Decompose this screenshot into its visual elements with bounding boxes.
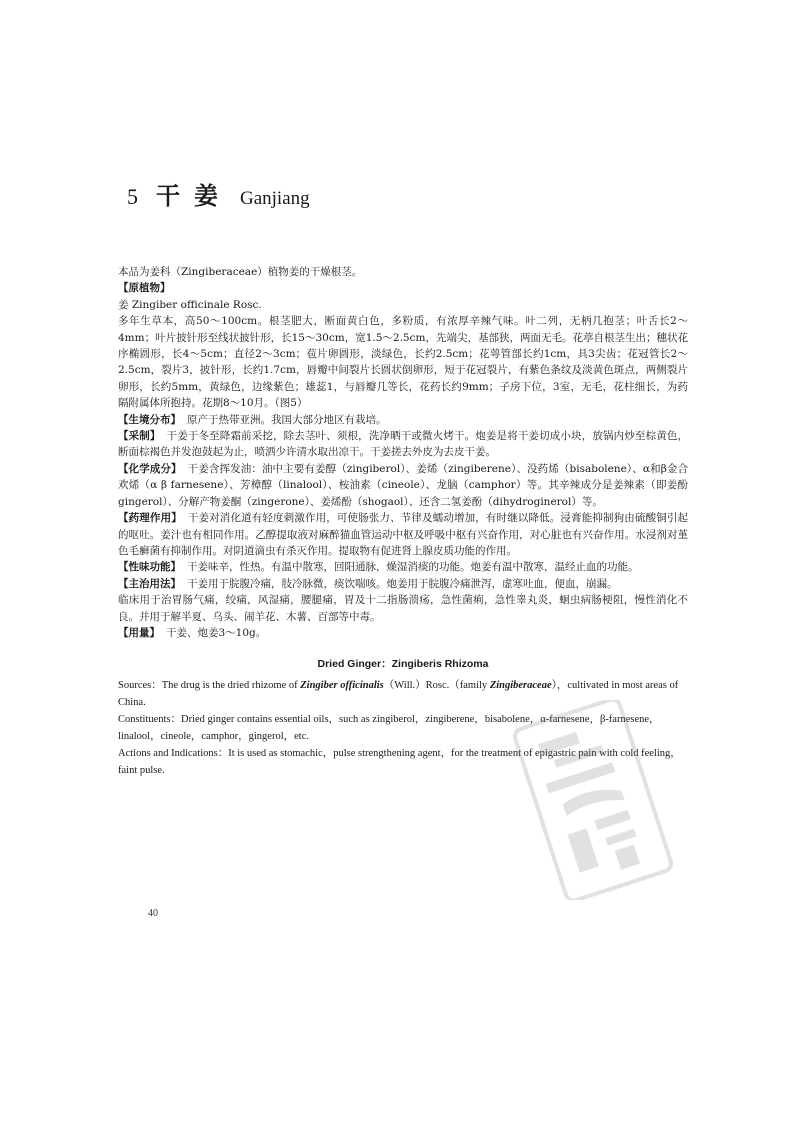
section-text: 干姜、炮姜3～10g。: [166, 626, 267, 639]
section-label: 【用量】: [118, 626, 160, 639]
section-distribution: [118, 412, 688, 428]
monograph-number: 5: [127, 184, 138, 209]
section-text: 干姜用于脘腹冷痛，肢冷脉微，痰饮喘咳。炮姜用于脘腹冷痛泄泻，虚寒吐血，便血，崩漏。: [187, 577, 618, 590]
monograph-heading: [127, 176, 310, 211]
section-label: 【生境分布】: [118, 413, 181, 426]
section-indications: [118, 576, 688, 592]
sources-text: Sources：The drug is the dried rhizome of: [118, 680, 301, 691]
section-chemistry: [118, 461, 688, 510]
species-name: 姜 Zingiber officinale Rosc.: [118, 298, 262, 311]
section-properties: [118, 559, 688, 575]
clinical-use-text: 临床用于治胃肠气痛，绞痛，风湿痛，腰腿痛，胃及十二指肠溃疡，急性菌痢，急性睾丸炎，蛔虫病肠梗阻，慢性消化不良。并用于解半夏、乌头、闹羊花、木薯、百部等中毒。: [118, 594, 688, 623]
chinese-body: [118, 264, 688, 641]
english-title: Dried Ginger：Zingiberis Rhizoma: [317, 658, 489, 670]
section-original-plant: [118, 280, 688, 296]
sources-text: （Will.）Rosc.（family: [383, 680, 490, 691]
species-latin: Zingiber officinalis: [300, 680, 384, 691]
plant-description: 多年生草本，高50～100cm。根茎肥大，断面黄白色，多粉质，有浓厚辛辣气味。叶二列，无柄几抱茎；叶舌长2～4mm；叶片披针形至线状披针形，长15～30cm，宽1.5～2.5cm，先端尖，基部狭，两面无毛。花葶自根茎生出；穗状花序椭圆形，长4～5cm；直径2～3cm；苞片卵圆形，淡绿色，长约2.5cm；花萼管部长约1cm，具3尖齿；花冠管长2～2.5cm，裂片3，披针形，长约1.7cm，唇瓣中间裂片长圆状倒卵形，短于花冠裂片，有紫色条纹及淡黄色斑点，两侧裂片卵形，长约5mm，黄绿色，边缘紫色；雄蕊1，与唇瓣几等长，花药长约9mm；子房下位，3室，无毛，花柱细长，为药隔附属体所抱持。花期8～10月。（图5）: [118, 315, 688, 410]
section-label: 【药理作用】: [118, 512, 182, 525]
page-number: 40: [148, 908, 158, 919]
section-text: 干姜含挥发油：油中主要有姜醇（zingiberol）、姜烯（zingiberene）、没药烯（bisabolene）、α和β金合欢烯（α β farnesene）、芳樟醇（linalool）、桉油素（cineole）、龙脑（camphor）等。其辛辣成分是姜辣素（即姜酚 gingerol）、分解产物姜酮（zingerone）、姜烯酚（shogaol）、还含二氢姜酚（dihydroginerol）等。: [118, 462, 688, 508]
family-latin: Zingiberaceae: [489, 680, 552, 691]
section-text: 干姜对消化道有轻度刺激作用，可使肠张力、节律及蠕动增加，有时继以降低。浸膏能抑制狗由硫酸铜引起的呕吐。姜汁也有相同作用。乙醇提取液对麻醉猫血管运动中枢及呼吸中枢有兴奋作用，对心脏也有兴奋作用。水浸剂对堇色毛癣菌有抑制作用。对阴道滴虫有杀灭作用。提取物有促进肾上腺皮质功能的作用。: [118, 512, 689, 557]
section-text: 干姜味辛，性热。有温中散寒，回阳通脉，燥湿消痰的功能。炮姜有温中散寒，温经止血的功能。: [187, 561, 639, 574]
section-text: 原产于热带亚洲。我国大部分地区有栽培。: [187, 413, 387, 426]
section-dosage: [118, 625, 688, 641]
section-label: 【原植物】: [118, 282, 171, 295]
intro-text: 本品为姜科（Zingiberaceae）植物姜的干燥根茎。: [118, 266, 363, 278]
english-actions: Actions and Indications：It is used as stomachic，pulse strengthening agent，for the treatment of epigastric pain with cold feeling，faint pulse.: [118, 748, 681, 776]
section-pharmacology: [118, 510, 688, 559]
chinese-title: 干姜: [156, 182, 232, 210]
pinyin-title: Ganjiang: [240, 188, 310, 209]
section-label: 【主治用法】: [118, 577, 181, 590]
section-label: 【化学成分】: [118, 462, 182, 475]
section-label: 【采制】: [118, 430, 161, 443]
section-label: 【性味功能】: [118, 561, 181, 574]
section-processing: [118, 428, 688, 461]
library-seal-watermark: [498, 700, 688, 900]
sources-text: ），cultivated in most areas of China.: [118, 680, 679, 708]
section-text: 干姜于冬至降霜前采挖，除去茎叶、须根，洗净晒干或微火烤干。炮姜是将干姜切成小块，放锅内炒至棕黄色，断面棕褐色并发泡鼓起为止，喷洒少许清水取出凉干。干姜搓去外皮为去皮干姜。: [118, 430, 688, 459]
english-constituents: Constituents：Dried ginger contains essential oils，such as zingiberol，zingiberene，bisabolene，α-farnesene，β-farnesene，linalool，cineole，camphor，gingerol，etc.: [118, 714, 660, 742]
